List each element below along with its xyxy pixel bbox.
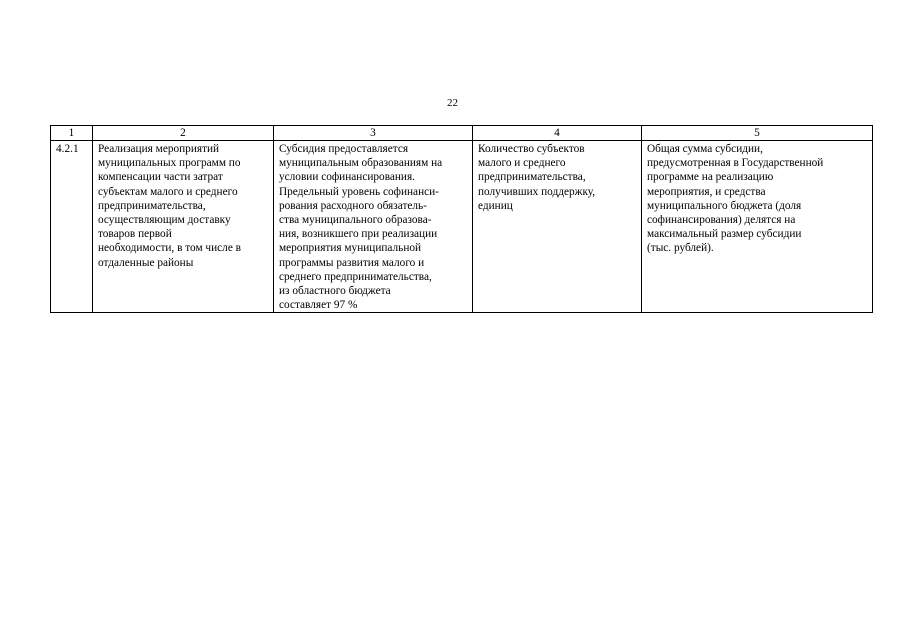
cell-line: рования расходного обязатель- (279, 199, 427, 212)
cell-line: компенсации части затрат (98, 171, 223, 184)
table-header-row (51, 126, 873, 141)
cell-line: мероприятия муниципальной (279, 242, 422, 255)
cell-line: (тыс. рублей). (647, 242, 714, 255)
cell-line: малого и среднего (478, 157, 566, 170)
cell-line: товаров первой (98, 228, 172, 241)
cell-line: мероприятия, и средства (647, 185, 766, 198)
row-number: 4.2.1 (56, 143, 79, 155)
column-number-3: 3 (274, 126, 473, 141)
cell-line: ния, возникшего при реализации (279, 228, 438, 241)
cell-line: из областного бюджета (279, 285, 391, 298)
cell-line: получивших поддержку, (478, 185, 596, 198)
column-number-5: 5 (642, 126, 873, 141)
indicator-cell (473, 141, 642, 313)
column-number-4: 4 (473, 126, 642, 141)
cell-line: программе на реализацию (647, 171, 774, 184)
cell-line: ства муниципального образова- (279, 214, 432, 227)
column-number-2: 2 (93, 126, 274, 141)
cell-line: осуществляющим доставку (98, 214, 231, 227)
indicator-table (50, 125, 873, 313)
cell-line: составляет 97 % (279, 299, 358, 312)
cell-line: Субсидия предоставляется (279, 143, 409, 155)
cell-line: максимальный размер субсидии (647, 228, 802, 241)
cell-line: предпринимательства, (478, 171, 586, 184)
cell-line: предпринимательства, (98, 199, 206, 212)
cell-line: муниципальных программ по (98, 157, 241, 170)
cell-line: необходимости, в том числе в (98, 242, 241, 255)
cell-line: условии софинансирования. (279, 171, 415, 184)
calculation-method-cell (642, 141, 873, 313)
cell-line: Предельный уровень софинанси- (279, 185, 439, 198)
cell-line: софинансирования) делятся на (647, 214, 796, 227)
column-number-1: 1 (51, 126, 93, 141)
cell-line: Общая сумма субсидии, (647, 143, 763, 155)
page-number: 22 (447, 97, 458, 109)
cell-line: отдаленные районы (98, 256, 194, 269)
cell-line: Количество субъектов (478, 143, 585, 155)
cell-line: субъектам малого и среднего (98, 185, 238, 198)
cell-line: муниципальным образованиям на (279, 157, 443, 170)
table-row (51, 141, 873, 313)
event-name-cell (93, 141, 274, 313)
cell-line: среднего предпринимательства, (279, 270, 432, 283)
cell-line: единиц (478, 199, 513, 212)
cell-line: программы развития малого и (279, 256, 425, 269)
cell-line: Реализация мероприятий (98, 143, 220, 155)
cell-line: предусмотренная в Государственной (647, 157, 824, 170)
cell-line: муниципального бюджета (доля (647, 199, 802, 212)
row-number-cell (51, 141, 93, 313)
subsidy-terms-cell (274, 141, 473, 313)
